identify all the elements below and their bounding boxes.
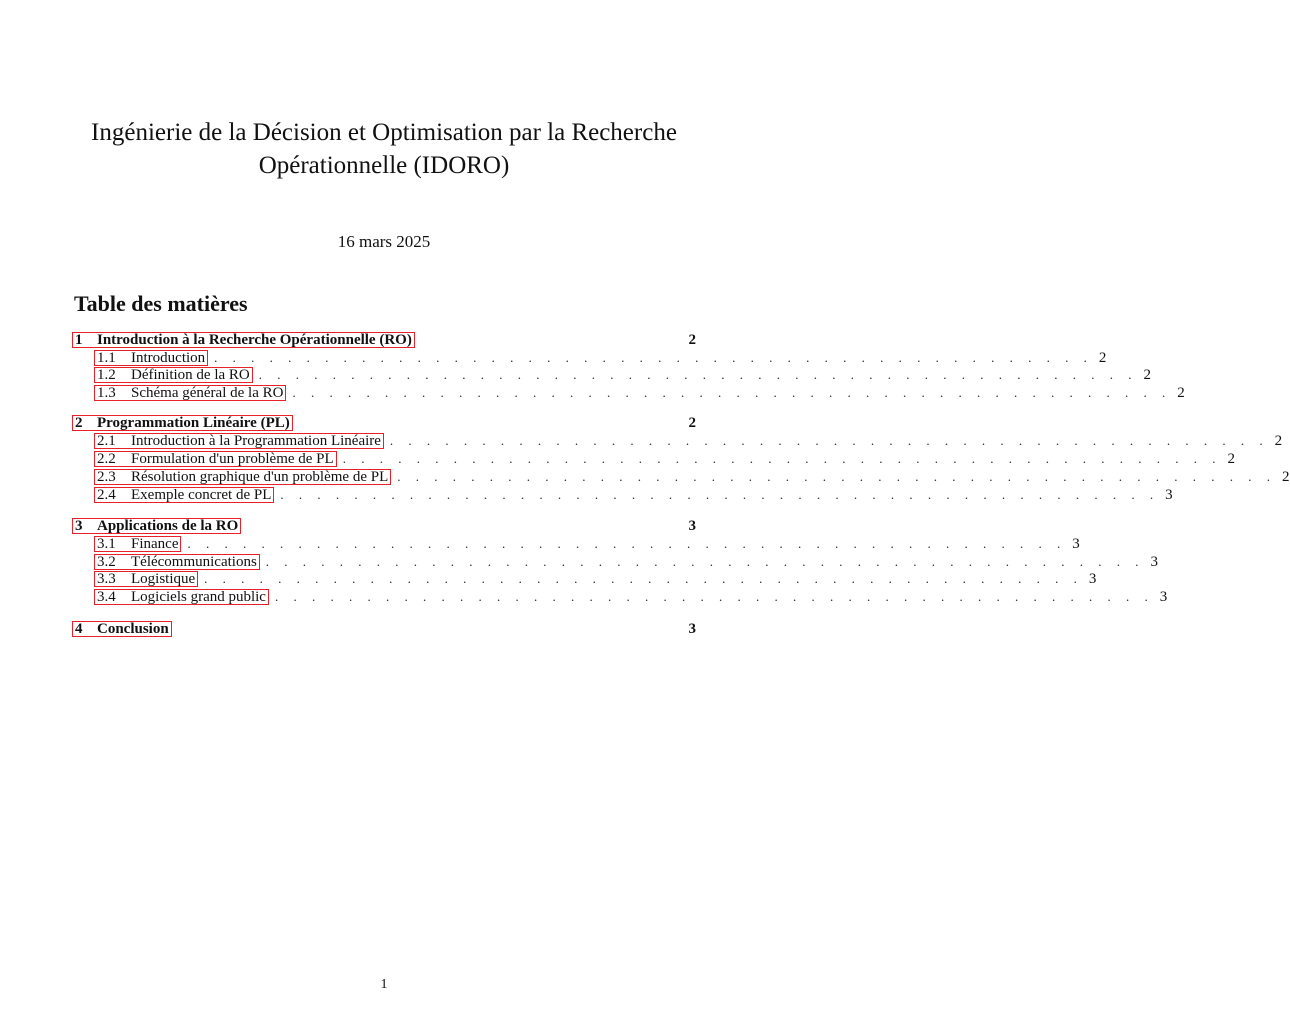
toc-number: 2.1 (97, 433, 116, 449)
toc-number: 3.3 (97, 571, 116, 587)
toc-page-number: 2 (1227, 451, 1235, 467)
toc-entry-2-2 (94, 450, 1235, 468)
dot-leader: . . . . . . . . . . . . . . . . . . . . . . . . . . . . . . . . . . . . . . . . . . . . . . . . (292, 385, 1172, 400)
toc-title: Introduction à la Programmation Linéaire (131, 433, 381, 449)
toc-title: Conclusion (97, 621, 169, 637)
toc-number: 1.3 (97, 385, 116, 401)
dot-leader: . . . . . . . . . . . . . . . . . . . . . . . . . . . . . . . . . . . . . . . . . . . . . . . . (204, 571, 1083, 586)
toc-number: 3 (75, 518, 83, 534)
toc-entry-1-2 (94, 366, 1151, 384)
toc-link-1[interactable] (72, 332, 415, 348)
toc-number: 3.1 (97, 536, 116, 552)
document-title-line-2: Opérationnelle (IDORO) (258, 152, 510, 179)
toc-link-4[interactable] (72, 621, 172, 637)
toc-title: Introduction (131, 350, 206, 366)
toc-entry-4 (72, 620, 696, 638)
toc-page-number: 3 (1159, 589, 1168, 605)
toc-page-number: 2 (688, 332, 696, 348)
toc-page-number: 3 (688, 518, 696, 534)
toc-title: Définition de la RO (131, 367, 250, 383)
toc-page-number: 3 (1150, 554, 1159, 570)
toc-number: 1 (75, 332, 83, 348)
toc-entry-3-3 (94, 570, 1097, 588)
toc-page-number: 2 (1098, 350, 1107, 366)
toc-link-3-3[interactable] (94, 571, 198, 587)
toc-link-2-3[interactable] (94, 469, 391, 485)
toc-page-number: 3 (1088, 571, 1097, 587)
toc-page-number: 2 (1177, 385, 1185, 401)
toc-link-1-2[interactable] (94, 367, 253, 383)
toc-link-3[interactable] (72, 518, 241, 534)
toc-link-3-1[interactable] (94, 536, 181, 552)
toc-page-number: 2 (1282, 469, 1290, 485)
toc-number: 2.4 (97, 487, 116, 503)
toc-link-1-3[interactable] (94, 385, 286, 401)
toc-link-2-2[interactable] (94, 451, 337, 467)
toc-entry-2-3 (94, 468, 1290, 486)
toc-page-number: 2 (1143, 367, 1151, 383)
toc-title: Introduction à la Recherche Opérationnelle (RO) (97, 332, 412, 348)
dot-leader: . . . . . . . . . . . . . . . . . . . . . . . . . . . . . . . . . . . . . . . . . . . . . . . . (258, 367, 1138, 382)
toc-entry-1 (72, 331, 696, 349)
toc-page-number: 3 (688, 621, 696, 637)
toc-number: 2.3 (97, 469, 116, 485)
toc-entry-1-1 (94, 349, 1107, 367)
toc-link-2[interactable] (72, 415, 293, 431)
toc-link-3-2[interactable] (94, 554, 260, 570)
dot-leader: . . . . . . . . . . . . . . . . . . . . . . . . . . . . . . . . . . . . . . . . . . . . . . . . (280, 487, 1160, 502)
toc-number: 4 (75, 621, 83, 637)
toc-link-1-1[interactable] (94, 350, 208, 366)
toc-title: Télécommunications (131, 554, 257, 570)
dot-leader: . . . . . . . . . . . . . . . . . . . . . . . . . . . . . . . . . . . . . . . . . . . . . . . . (274, 589, 1154, 604)
dot-leader: . . . . . . . . . . . . . . . . . . . . . . . . . . . . . . . . . . . . . . . . . . . . . . . . (389, 433, 1269, 448)
toc-number: 1.1 (97, 350, 116, 366)
toc-page-number: 3 (1165, 487, 1173, 503)
toc-link-3-4[interactable] (94, 589, 269, 605)
dot-leader: . . . . . . . . . . . . . . . . . . . . . . . . . . . . . . . . . . . . . . . . . . . . . . . . (187, 536, 1067, 551)
dot-leader: . . . . . . . . . . . . . . . . . . . . . . . . . . . . . . . . . . . . . . . . . . . . . . . . (214, 350, 1093, 365)
dot-leader: . . . . . . . . . . . . . . . . . . . . . . . . . . . . . . . . . . . . . . . . . . . . . . . . (265, 554, 1145, 569)
toc-title: Formulation d'un problème de PL (131, 451, 334, 467)
toc-title: Exemple concret de PL (131, 487, 272, 503)
toc-entry-3-4 (94, 588, 1168, 606)
toc-entry-3 (72, 517, 696, 535)
toc-title: Résolution graphique d'un problème de PL (131, 469, 389, 485)
toc-page-number: 2 (688, 415, 696, 431)
toc-title: Applications de la RO (97, 518, 239, 534)
toc-number: 2 (75, 415, 83, 431)
toc-entry-3-2 (94, 553, 1159, 571)
dot-leader: . . . . . . . . . . . . . . . . . . . . . . . . . . . . . . . . . . . . . . . . . . . . . . . . (342, 451, 1222, 466)
toc-number: 2.2 (97, 451, 116, 467)
toc-title: Finance (131, 536, 179, 552)
toc-page-number: 3 (1072, 536, 1080, 552)
toc-title: Logiciels grand public (131, 589, 266, 605)
toc-page-number: 2 (1274, 433, 1283, 449)
toc-entry-1-3 (94, 384, 1185, 402)
toc-link-2-1[interactable] (94, 433, 384, 449)
toc-title: Schéma général de la RO (131, 385, 284, 401)
toc-entry-2 (72, 414, 696, 432)
toc-link-2-4[interactable] (94, 487, 274, 503)
toc-title: Logistique (131, 571, 196, 587)
dot-leader: . . . . . . . . . . . . . . . . . . . . . . . . . . . . . . . . . . . . . . . . . . . . . . . . (397, 469, 1276, 484)
toc-number: 1.2 (97, 367, 116, 383)
toc-entry-2-4 (94, 486, 1173, 504)
page-number-footer: 1 (380, 977, 388, 992)
document-title-line-1: Ingénierie de la Décision et Optimisation par la Recherche (91, 119, 677, 146)
toc-number: 3.2 (97, 554, 116, 570)
document-date: 16 mars 2025 (337, 232, 431, 251)
toc-title: Programmation Linéaire (PL) (97, 415, 290, 431)
toc-entry-2-1 (94, 432, 1283, 450)
toc-heading: Table des matières (74, 291, 248, 316)
toc-entry-3-1 (94, 535, 1080, 553)
toc-number: 3.4 (97, 589, 116, 605)
